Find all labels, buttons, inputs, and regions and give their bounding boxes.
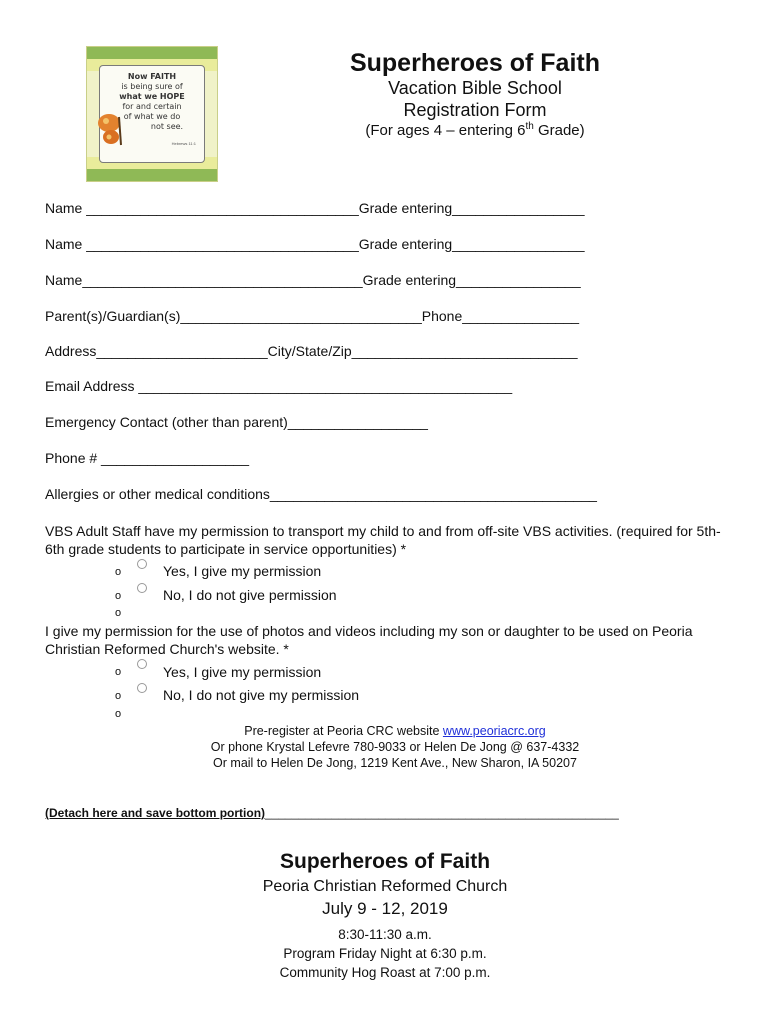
detach-line: [45, 806, 619, 820]
logo-line: Now FAITH: [127, 72, 177, 81]
logo-line: what we HOPE: [119, 92, 185, 101]
event-time: 8:30-11:30 a.m.: [338, 927, 432, 942]
transport-question: VBS Adult Staff have my permission to transport my child to and from off-site VBS activities. (required for 5th-6th grade students to participate in service opportunities) *: [45, 523, 721, 557]
photo-question: I give my permission for the use of photos and videos including my son or daughter to be used on Peoria Christian Reformed Church's website. *: [45, 623, 693, 657]
preregister-line: [150, 723, 640, 739]
logo-stripe: [87, 169, 217, 181]
name-field-3[interactable]: Name____________________________________Grade entering________________: [45, 272, 581, 288]
bullet: o: [115, 690, 122, 702]
emergency-contact-field[interactable]: Emergency Contact (other than parent)__________________: [45, 414, 428, 430]
logo-line: for and certain: [122, 102, 182, 111]
transport-no-radio[interactable]: [137, 583, 147, 593]
mail-contact-line: Or mail to Helen De Jong, 1219 Kent Ave., New Sharon, IA 50207: [213, 756, 577, 770]
photo-no-radio[interactable]: [137, 683, 147, 693]
parent-guardian-field[interactable]: Parent(s)/Guardian(s)_______________________________Phone_______________: [45, 308, 580, 324]
page-subtitle: Vacation Bible School: [388, 78, 562, 98]
website-link[interactable]: www.peoriacrc.org: [442, 724, 546, 738]
page-title: Superheroes of Faith: [349, 49, 601, 77]
ages-superscript: th: [525, 121, 534, 132]
event-schedule: [200, 925, 570, 982]
name-field-1[interactable]: Name ___________________________________Grade entering_________________: [45, 200, 585, 216]
phone-field[interactable]: Phone # ___________________: [45, 450, 249, 466]
bottom-title: Superheroes of Faith: [279, 850, 491, 873]
preregister-text: Pre-register at Peoria CRC website: [244, 724, 443, 738]
logo-stripe: [87, 47, 217, 59]
bullet: o: [115, 566, 122, 578]
bullet: o: [115, 708, 122, 720]
email-field[interactable]: Email Address ________________________________________________: [45, 378, 513, 394]
phone-contact-line: Or phone Krystal Lefevre 780-9033 or Helen De Jong @ 637-4332: [210, 740, 580, 754]
transport-no-label: No, I do not give permission: [163, 587, 337, 603]
transport-yes-label: Yes, I give my permission: [163, 563, 322, 579]
detach-label: (Detach here and save bottom portion): [45, 806, 266, 820]
transport-yes-radio[interactable]: [137, 559, 147, 569]
church-name: Peoria Christian Reformed Church: [262, 878, 508, 895]
detach-rule: _____________________________________________________: [265, 806, 619, 820]
name-field-2[interactable]: Name ___________________________________Grade entering_________________: [45, 236, 585, 252]
ages-suffix: Grade): [533, 122, 585, 139]
hog-roast-time: Community Hog Roast at 7:00 p.m.: [279, 965, 491, 980]
logo-line: of what we do: [123, 112, 181, 121]
event-dates: July 9 - 12, 2019: [322, 899, 448, 918]
bullet: o: [115, 607, 122, 619]
ages-prefix: (For ages 4 – entering 6: [365, 122, 526, 139]
logo-line: is being sure of: [121, 82, 183, 91]
photo-yes-label: Yes, I give my permission: [163, 664, 322, 680]
allergies-field[interactable]: Allergies or other medical conditions__________________________________________: [45, 486, 597, 502]
bullet: o: [115, 666, 122, 678]
form-title: Registration Form: [403, 100, 547, 120]
address-field[interactable]: Address______________________City/State/Zip_____________________________: [45, 343, 578, 359]
vbs-logo: [86, 46, 218, 182]
logo-reference: Hebrews 11:1: [171, 141, 196, 146]
logo-line: not see.: [150, 122, 184, 131]
bullet: o: [115, 590, 122, 602]
photo-yes-radio[interactable]: [137, 659, 147, 669]
program-time: Program Friday Night at 6:30 p.m.: [283, 946, 487, 961]
ages-note: [340, 121, 610, 139]
butterfly-icon: [97, 109, 137, 149]
photo-no-label: No, I do not give my permission: [163, 687, 360, 703]
